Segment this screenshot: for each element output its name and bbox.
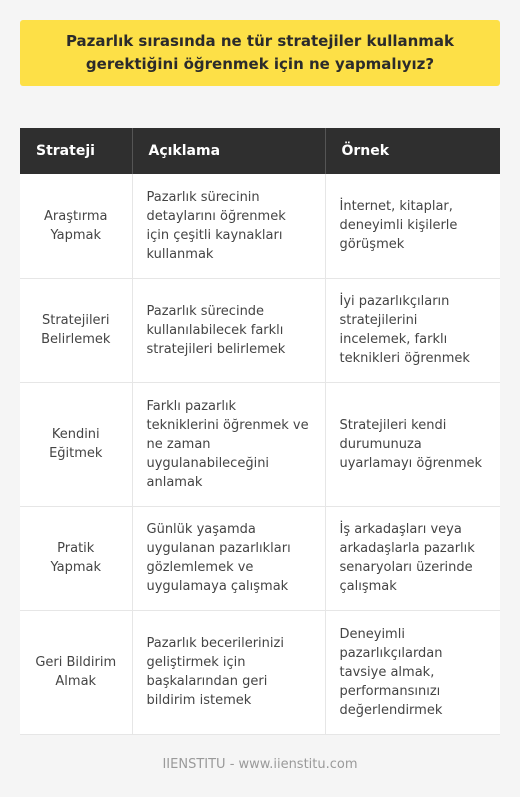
row-strategy: Geri Bildirim Almak xyxy=(20,610,132,734)
table-header-row xyxy=(20,128,500,174)
row-example: İyi pazarlıkçıların stratejilerini incelemek, farklı teknikleri öğrenmek xyxy=(325,278,500,382)
row-example: Deneyimli pazarlıkçılardan tavsiye almak, performansınızı değerlendirmek xyxy=(325,610,500,734)
row-description: Pazarlık becerilerinizi geliştirmek için başkalarından geri bildirim istemek xyxy=(132,610,325,734)
row-description: Farklı pazarlık tekniklerini öğrenmek ve ne zaman uygulanabileceğini anlamak xyxy=(132,382,325,506)
footer-credit: IIENSTITU - www.iienstitu.com xyxy=(162,757,358,772)
row-example: İş arkadaşları veya arkadaşlarla pazarlık senaryoları üzerinde çalışmak xyxy=(325,506,500,610)
table-row xyxy=(20,174,500,278)
row-strategy: Pratik Yapmak xyxy=(20,506,132,610)
row-strategy: Stratejileri Belirlemek xyxy=(20,278,132,382)
row-example: İnternet, kitaplar, deneyimli kişilerle görüşmek xyxy=(325,174,500,278)
row-description: Pazarlık sürecinde kullanılabilecek farklı stratejileri belirlemek xyxy=(132,278,325,382)
row-description: Günlük yaşamda uygulanan pazarlıkları gözlemlemek ve uygulamaya çalışmak xyxy=(132,506,325,610)
row-example: Stratejileri kendi durumunuza uyarlamayı öğrenmek xyxy=(325,382,500,506)
row-strategy: Araştırma Yapmak xyxy=(20,174,132,278)
table-row xyxy=(20,610,500,734)
table-row xyxy=(20,278,500,382)
header-example: Örnek xyxy=(325,128,500,174)
question-text: Pazarlık sırasında ne tür stratejiler kullanmak gerektiğini öğrenmek için ne yapmalıyız? xyxy=(65,32,455,73)
question-box xyxy=(20,20,500,86)
row-description: Pazarlık sürecinin detaylarını öğrenmek için çeşitli kaynakları kullanmak xyxy=(132,174,325,278)
table-row xyxy=(20,382,500,506)
row-strategy: Kendini Eğitmek xyxy=(20,382,132,506)
header-strategy: Strateji xyxy=(20,128,132,174)
header-description: Açıklama xyxy=(132,128,325,174)
strategy-table xyxy=(20,128,500,735)
table-row xyxy=(20,506,500,610)
